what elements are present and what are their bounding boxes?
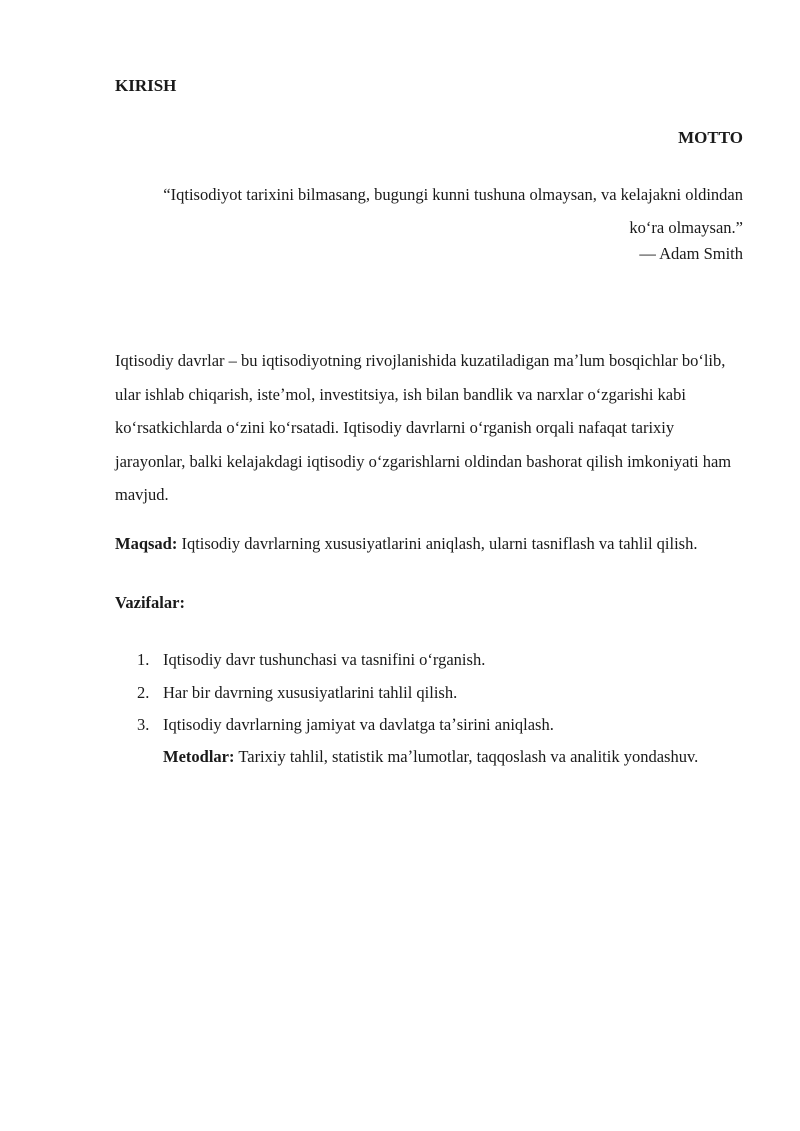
list-item-number: 3. bbox=[137, 715, 150, 734]
intro-paragraph: Iqtisodiy davrlar – bu iqtisodiyotning rivojlanishida kuzatiladigan maʼlum bosqichlar boʻlib, ular ishlab chiqarish, isteʼmol, investitsiya, ish bilan bandlik va narxlar oʻzgarishi kabi koʻrsatkichlarda oʻzini koʻrsatadi. Iqtisodiy davrlarni oʻrganish orqali nafaqat tarixiy jarayonlar, balki kelajakdagi iqtisodiy oʻzgarishlarni oldindan bashorat qilish imkoniyati ham mavjud. bbox=[115, 351, 732, 504]
list-item-text: Har bir davrning xususiyatlarini tahlil qilish. bbox=[163, 682, 458, 702]
motto-quote: “Iqtisodiyot tarixini bilmasang, bugungi kunni tushuna olmaysan, va kelajakni oldindan koʻra olmaysan.” bbox=[163, 185, 743, 237]
list-item-text: Iqtisodiy davrlarning jamiyat va davlatga taʼsirini aniqlash. bbox=[163, 715, 554, 734]
tasks-title: Vazifalar: bbox=[115, 593, 185, 612]
methods-text: Tarixiy tahlil, statistik maʼlumotlar, taqqoslash va analitik yondashuv. bbox=[238, 747, 699, 766]
list-item bbox=[115, 677, 743, 710]
tasks-list bbox=[115, 644, 743, 742]
list-item-number: 2. bbox=[137, 682, 150, 702]
methods-paragraph bbox=[163, 741, 723, 773]
section-heading: KIRISH bbox=[115, 76, 177, 95]
quote-author: — Adam Smith bbox=[639, 244, 743, 263]
list-item bbox=[115, 709, 743, 742]
list-item bbox=[115, 644, 743, 677]
list-item-text: Iqtisodiy davr tushunchasi va tasnifini oʻrganish. bbox=[163, 650, 486, 669]
motto-label: MOTTO bbox=[678, 128, 743, 147]
goal-paragraph bbox=[115, 527, 743, 560]
list-item-number: 1. bbox=[137, 650, 150, 669]
methods-label: Metodlar: bbox=[163, 747, 235, 766]
goal-text: Iqtisodiy davrlarning xususiyatlarini aniqlash, ularni tasniflash va tahlil qilish. bbox=[181, 534, 698, 553]
goal-label: Maqsad: bbox=[115, 534, 178, 553]
